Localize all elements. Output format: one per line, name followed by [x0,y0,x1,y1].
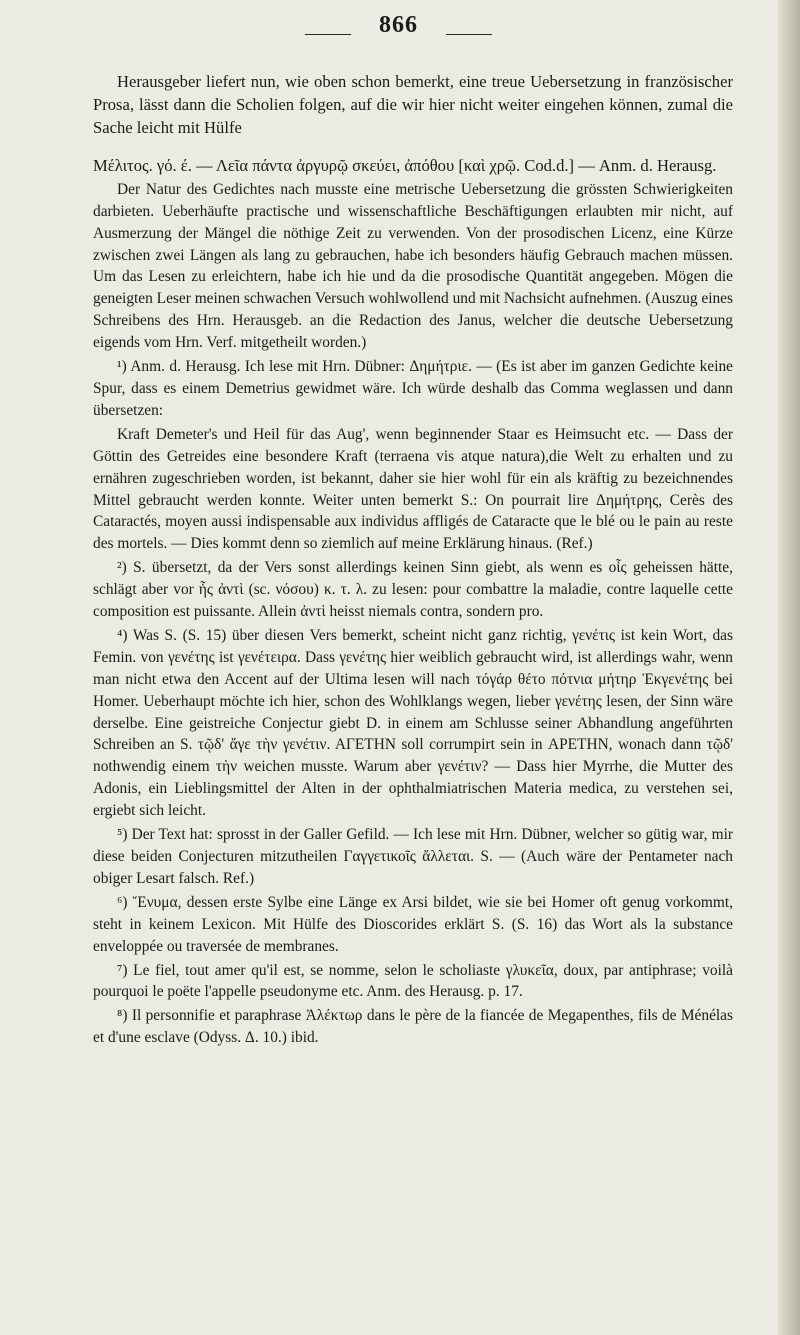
paragraph-translator-note: Der Natur des Gedichtes nach musste eine metrische Uebersetzung die grössten Schwierigkeiten darbieten. Ueberhäufte practische und wissenschaftliche Beschäftigungen erlaubten mir nicht, auf Ausmerzung der Mängel die nöthige Zeit zu verwenden. Von der prosodischen Licenz, eine Kürze zwischen zwei Längen als lang zu gebrauchen, habe ich besonders häufig Gebrauch machen müssen. Um das Lesen zu erleichtern, habe ich hie und da die prosodische Quantität angegeben. Mögen die geneigten Leser meinen schwachen Versuch wohlwollend und mit Nachsicht aufnehmen. (Auszug eines Schreibens des Hrn. Herausgeb. an die Redaction des Janus, welcher die deutsche Uebersetzung eigends vom Hrn. Verf. mitgetheilt worden.) [93,180,733,352]
footnote-4: ⁴) Was S. (S. 15) über diesen Vers bemerkt, scheint nicht ganz richtig, γενέτις ist kein Wort, das Femin. von γενέτης ist γενέτειρα. Dass γενέτης hier weiblich gebraucht wird, ist allerdings wahr, wenn man nicht etwa den Accent auf der Ultima lesen will nach τόγάρ θέτο πότνια μήτηρ Ἐκγενέτης bei Homer. Ueberhaupt möchte ich hier, schon des Wohlklangs wegen, lieber γενέτης lesen, der Sinn wäre derselbe. Eine geistreiche Conjectur giebt D. in einem am Schlusse seiner Abhandlung angeführten Schreiben an S. τῷδ' ἄγε τὴν γενέτιν. ΑΓΕΤΗΝ soll corrumpirt sein in ΑΡΕΤΗΝ, wonach dann τῷδ' nothwendig einem τὴν weichen musste. Warum aber γενέτιν? — Dass hier Myrrhe, die Mutter des Adonis, ein Lieblingsmittel der Alten in der ophthalmiatrischen Materia medica, zu verstehen sei, ergiebt sich leicht. [93,626,733,820]
header-rule-right [446,34,492,35]
footnote-8: ⁸) Il personnifie et paraphrase Ἀλέκτωρ dans le père de la fiancée de Megapenthes, fils de Ménélas et d'une esclave (Odyss. Δ. 10.) ibid. [93,1007,733,1047]
page-number: 866 [379,12,418,38]
paragraph-gap [93,140,733,154]
paragraph-greek-verse: Μέλιτος. γό. έ. — Λεῖα πάντα ἀργυρῷ σκεύει, ἀπόθου [καὶ χρῷ. Cod.d.] — Anm. d. Herausg. [93,155,717,175]
page-body [93,70,733,1049]
footnote-1-continuation: Kraft Demeter's und Heil für das Aug', wenn beginnender Staar es Heimsucht etc. — Dass der Göttin des Getreides eine besondere Kraft (terraena vis atque natura),die Welt zu erhalten und zu ernähren zugeschrieben worden, ist bekannt, daher sie hier wohl für ein als kräftig zu bezeichnendes Mittel gebraucht werden konnte. Weiter unten bemerkt S.: On pourrait lire Δημήτρης, Cerès des Cataractés, moyen aussi indispensable aux individus affligés de Cataracte que le blé ou le pain au reste des mortels. — Dies kommt denn so ziemlich auf meine Erklärung hinaus. (Ref.) [93,425,733,553]
page-header [0,12,800,52]
footnote-1: ¹) Anm. d. Herausg. Ich lese mit Hrn. Dübner: Δημήτριε. — (Es ist aber im ganzen Gedichte keine Spur, dass es einem Demetrius gewidmet wäre. Ich würde deshalb das Comma weglassen und dann übersetzen: [93,358,733,419]
page-edge-shadow [778,0,800,1335]
footnote-5: ⁵) Der Text hat: sprosst in der Galler Gefild. — Ich lese mit Hrn. Dübner, welcher so gütig war, mir diese beiden Conjecturen mitzutheilen Γαγγετικοῖς ἄλλεται. S. — (Auch wäre der Pentameter nach obiger Lesart falsch. Ref.) [93,826,733,887]
footnote-7: ⁷) Le fiel, tout amer qu'il est, se nomme, selon le scholiaste γλυκεῖα, doux, par antiphrase; voilà pourquoi le poëte l'appelle pseudonyme etc. Anm. des Herausg. p. 17. [93,961,733,1001]
paragraph-intro: Herausgeber liefert nun, wie oben schon bemerkt, eine treue Uebersetzung in französischer Prosa, lässt dann die Scholien folgen, auf die wir hier nicht weiter eingehen können, zumal die Sache leicht mit Hülfe [93,72,733,138]
footnote-6: ⁶) Ἔνυμα, dessen erste Sylbe eine Länge ex Arsi bildet, wie sie bei Homer oft genug vorkommt, steht in keinem Lexicon. Mit Hülfe des Dioscorides erklärt S. (S. 16) das Wort als la substance enveloppée ou traversée de membranes. [93,893,733,955]
footnote-2: ²) S. übersetzt, da der Vers sonst allerdings keinen Sinn giebt, als wenn es οἷς geheissen hätte, schlägt aber vor ἧς ἀντὶ (sc. νόσου) κ. τ. λ. zu lesen: pour combattre la maladie, contre laquelle cette composition est puissante. Allein ἀντὶ heisst niemals contra, sondern pro. [93,559,733,621]
header-rule-left [305,34,351,35]
